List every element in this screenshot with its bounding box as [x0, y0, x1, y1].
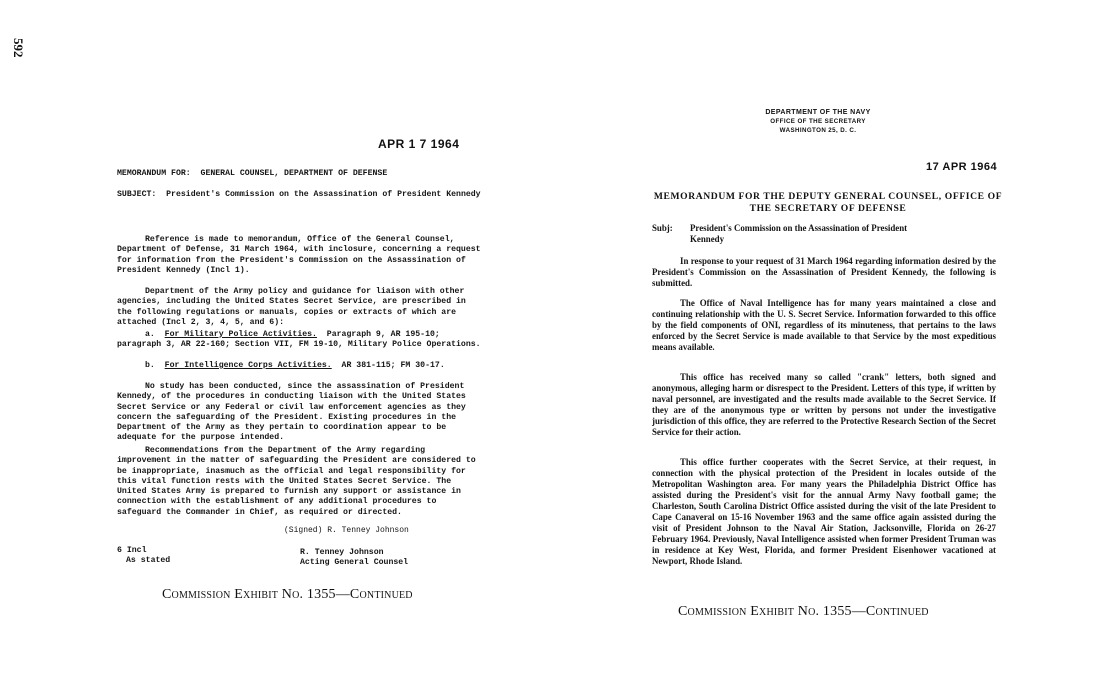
item-b-text: AR 381-115; FM 30-17.: [341, 361, 445, 370]
date-stamp: 17 APR 1964: [926, 161, 998, 173]
paragraph-2: The Office of Naval Intelligence has for many years maintained a close and continuing relationship with the U. S. Secret Service. Information forwarded to this office by the field components of ONI, regardless of its minuteness, that pertains to the laws enforced by the Secret Service is made available to that Service by the most expeditious means available.: [652, 298, 996, 352]
paragraph-2: Department of the Army policy and guidance for liaison with other agencies, including the United States Secret Service, are prescribed in the following regulations or manuals, copies or extracts of which are attached (Incl 2, 3, 4, 5, and 6):: [117, 287, 471, 327]
item-b: [117, 361, 481, 371]
inclosure-note: As stated: [126, 556, 171, 565]
memo-title-line-2: THE SECRETARY OF DEFENSE: [749, 202, 907, 214]
letterhead-office: OFFICE OF THE SECRETARY: [770, 118, 866, 125]
paragraph-1: In response to your request of 31 March 1964 regarding information desired by the President's Commission on the Assassination of President Kennedy, the following is submitted.: [652, 256, 996, 288]
date-stamp: APR 1 7 1964: [378, 137, 460, 151]
memo-for-value: GENERAL COUNSEL, DEPARTMENT OF DEFENSE: [200, 169, 388, 178]
letterhead-department: DEPARTMENT OF THE NAVY: [765, 109, 871, 116]
paragraph-1: Reference is made to memorandum, Office of the General Counsel, Department of Defense, 31 March 1964, with inclosure, concerning a request for information from the President's Commission on the Assassination of President Kennedy (Incl 1).: [117, 235, 486, 275]
signed-line: (Signed) R. Tenney Johnson: [284, 526, 409, 535]
paragraph-4: This office further cooperates with the Secret Service, at their request, in connection with the physical protection of the President in locales outside of the Metropolitan Washington area. For many years the Philadelphia District Office has assisted during the President's visit for the annual Army Navy football game; the Charleston, South Carolina District Office assisted during the visit of the late President to Cape Canaveral on 15-16 November 1963 and the same office again assisted during the visit of President Johnson to the Naval Air Station, Jacksonville, Florida on 26-27 February 1964. Previously, Naval Intelligence assisted when former President Truman was in residence at Key West, Florida, and former President Eisenhower vacationed at Newport, Rhode Island.: [652, 457, 996, 566]
memo-for-label: MEMORANDUM FOR:: [117, 169, 191, 178]
subject-line: [117, 190, 497, 200]
page-number: 592: [11, 38, 26, 58]
letterhead-address: WASHINGTON 25, D. C.: [779, 127, 857, 134]
subj-label: Subj:: [652, 223, 673, 233]
army-memorandum: [0, 0, 540, 691]
subject-label: SUBJECT:: [117, 190, 157, 199]
subject-value: President's Commission on the Assassination of President Kennedy: [166, 190, 481, 199]
letterhead: [758, 108, 878, 135]
paragraph-4: Recommendations from the Department of the Army regarding improvement in the matter of safeguarding the President are considered to be inappropriate, inasmuch as the official and legal responsibility for this vital function rests with the United States Secret Service. The United States Army is prepared to furnish any support or assistance in connection with the establishment of any additional procedures to safeguard the Commander in Chief, as required or directed.: [117, 446, 481, 517]
item-a-text: Paragraph 9, AR 195-10; paragraph 3, AR 22-160; Section VII, FM 19-10, Military Police Operations.: [117, 330, 481, 350]
item-a-prefix: a.: [145, 330, 155, 339]
item-a: [117, 330, 481, 351]
signer-title: Acting General Counsel: [300, 558, 409, 567]
paragraph-3: This office has received many so called "crank" letters, both signed and anonymous, alleging harm or disrespect to the President. Letters of this type, if written by naval personnel, are investigated and the results made available to the Secret Service. If they are of the anonymous type or written by persons not under the investigative jurisdiction of this office, they are referred to the Protective Research Section of the Secret Service for their action.: [652, 372, 996, 437]
paragraph-3: No study has been conducted, since the assassination of President Kennedy, of the procedures in conducting liaison with the United States Secret Service or any Federal or civil law enforcement agencies as they concern the safeguarding of the President. Existing procedures in the Department of the Army as they pertain to coordination appear to be adequate for the purpose intended.: [117, 382, 471, 443]
item-b-prefix: b.: [145, 361, 155, 370]
subj-value: President's Commission on the Assassination of President Kennedy: [690, 223, 908, 244]
item-a-heading: For Military Police Activities.: [164, 330, 317, 339]
memo-title-line-1: MEMORANDUM FOR THE DEPUTY GENERAL COUNSEL, OFFICE OF: [653, 191, 1003, 202]
inclosure-count: 6 Incl: [117, 546, 147, 555]
navy-memorandum: [548, 0, 1094, 691]
signer-name: R. Tenney Johnson: [300, 548, 384, 557]
exhibit-caption: Commission Exhibit No. 1355—Continued: [678, 604, 929, 619]
memo-title: [652, 191, 1004, 214]
exhibit-caption: Commission Exhibit No. 1355—Continued: [162, 587, 413, 602]
memo-for-line: [117, 169, 497, 179]
item-b-heading: For Intelligence Corps Activities.: [164, 361, 332, 370]
